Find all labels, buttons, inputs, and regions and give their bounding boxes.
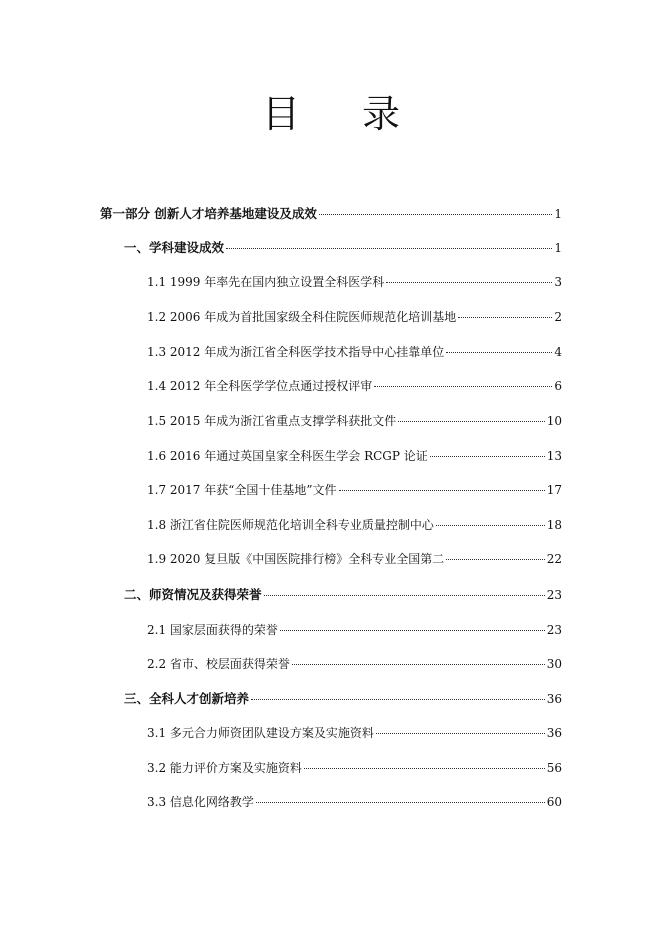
toc-entry-page: 3 xyxy=(554,275,562,289)
toc-entry-label: 3.3 信息化网络教学 xyxy=(147,795,254,809)
toc-entry-3-1[interactable] xyxy=(147,722,562,744)
dot-leader xyxy=(319,214,553,215)
toc-entry-label: 2.2 省市、校层面获得荣誉 xyxy=(147,657,290,671)
toc-entry-page: 36 xyxy=(546,692,562,706)
toc-entry-part-1[interactable] xyxy=(100,203,562,225)
toc-entry-page: 6 xyxy=(554,379,562,393)
dot-leader xyxy=(226,248,552,249)
toc-entry-1-8[interactable] xyxy=(147,514,562,536)
dot-leader xyxy=(376,733,545,734)
dot-leader xyxy=(292,664,545,665)
dot-leader xyxy=(398,421,544,422)
toc-entry-1-3[interactable] xyxy=(147,341,562,363)
toc-title: 目录 xyxy=(261,92,462,136)
dot-leader xyxy=(280,630,545,631)
toc-entry-1-5[interactable] xyxy=(147,410,562,432)
dot-leader xyxy=(251,699,545,700)
toc-entry-label: 1.1 1999 年率先在国内独立设置全科医学科 xyxy=(147,275,385,289)
toc-entry-1-1[interactable] xyxy=(147,271,562,293)
toc-entry-page: 30 xyxy=(546,657,562,671)
toc-entry-page: 36 xyxy=(546,726,562,740)
dot-leader xyxy=(458,317,552,318)
toc-entry-label: 1.4 2012 年全科医学学位点通过授权评审 xyxy=(147,379,373,393)
toc-entry-label: 1.6 2016 年通过英国皇家全科医生学会 RCGP 论证 xyxy=(147,449,428,463)
dot-leader xyxy=(304,768,545,769)
toc-entry-2-2[interactable] xyxy=(147,653,562,675)
toc-entry-2-1[interactable] xyxy=(147,619,562,641)
dot-leader xyxy=(446,352,552,353)
toc-entry-3-3[interactable] xyxy=(147,791,562,813)
toc-entry-page: 2 xyxy=(554,310,562,324)
dot-leader xyxy=(386,282,552,283)
toc-entry-label: 第一部分 创新人才培养基地建设及成效 xyxy=(100,206,317,221)
toc-entry-label: 二、师资情况及获得荣誉 xyxy=(124,587,262,602)
toc-entry-label: 1.5 2015 年成为浙江省重点支撑学科获批文件 xyxy=(147,414,397,428)
toc-entry-page: 23 xyxy=(546,623,562,637)
toc-entry-page: 17 xyxy=(546,483,562,497)
toc-entry-label: 3.1 多元合力师资团队建设方案及实施资料 xyxy=(147,726,374,740)
dot-leader xyxy=(374,386,552,387)
toc-entry-page: 4 xyxy=(554,345,562,359)
toc-entry-page: 56 xyxy=(546,761,562,775)
toc-entry-section-2[interactable] xyxy=(124,584,562,606)
toc-entry-page: 23 xyxy=(546,588,562,602)
toc-entry-label: 一、学科建设成效 xyxy=(124,240,225,255)
toc-entry-label: 1.8 浙江省住院医师规范化培训全科专业质量控制中心 xyxy=(147,518,434,532)
toc-entry-page: 10 xyxy=(546,414,562,428)
toc-entry-label: 1.2 2006 年成为首批国家级全科住院医师规范化培训基地 xyxy=(147,310,457,324)
toc-entry-1-7[interactable] xyxy=(147,479,562,501)
dot-leader xyxy=(264,595,545,596)
toc-entry-label: 1.3 2012 年成为浙江省全科医学技术指导中心挂靠单位 xyxy=(147,345,445,359)
dot-leader xyxy=(446,559,544,560)
toc-entry-label: 3.2 能力评价方案及实施资料 xyxy=(147,761,302,775)
toc-entry-page: 22 xyxy=(546,552,562,566)
toc-entry-section-1[interactable] xyxy=(124,237,562,259)
toc-entry-page: 13 xyxy=(546,449,562,463)
dot-leader xyxy=(430,456,545,457)
dot-leader xyxy=(256,802,545,803)
toc-entry-page: 1 xyxy=(554,207,562,221)
dot-leader xyxy=(339,490,545,491)
toc-entry-label: 1.7 2017 年获“全国十佳基地”文件 xyxy=(147,483,337,497)
toc-entry-1-4[interactable] xyxy=(147,375,562,397)
dot-leader xyxy=(436,525,545,526)
toc-entry-page: 18 xyxy=(546,518,562,532)
toc-entry-label: 三、全科人才创新培养 xyxy=(124,691,250,706)
toc-entry-1-2[interactable] xyxy=(147,306,562,328)
toc-entry-label: 2.1 国家层面获得的荣誉 xyxy=(147,623,278,637)
toc-entry-page: 60 xyxy=(546,795,562,809)
toc-entry-1-6[interactable] xyxy=(147,445,562,467)
toc-entry-section-3[interactable] xyxy=(124,688,562,710)
toc-entry-1-9[interactable] xyxy=(147,548,562,570)
toc-entry-3-2[interactable] xyxy=(147,757,562,779)
toc-entry-page: 1 xyxy=(554,241,562,255)
toc-entry-label: 1.9 2020 复旦版《中国医院排行榜》全科专业全国第二 xyxy=(147,552,445,566)
